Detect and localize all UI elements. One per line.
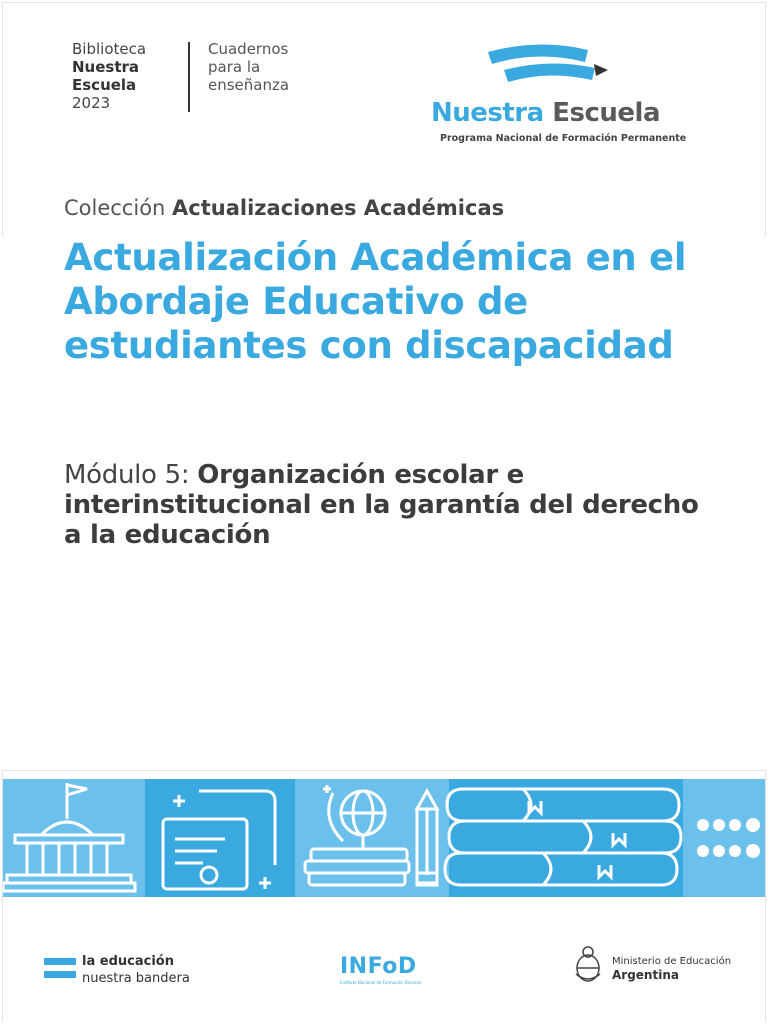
header-divider: [188, 42, 190, 112]
logo-part-1: Nuestra: [431, 98, 544, 128]
cuadernos-line-2: para la: [208, 58, 261, 76]
footer-left-line-2: nuestra bandera: [82, 971, 190, 986]
collection-line: [64, 196, 504, 220]
nuestra-label: Nuestra: [72, 58, 140, 76]
collection-prefix: Colección: [64, 196, 166, 220]
logo-subtitle: Programa Nacional de Formación Permanente: [440, 133, 687, 144]
argentina-seal-icon: [572, 944, 604, 984]
footer-ministry-line-2: Argentina: [612, 968, 679, 982]
flag-bars-icon: [44, 958, 76, 984]
year-label: 2023: [72, 94, 111, 112]
footer-left-line-1: la educación: [82, 954, 174, 969]
infod-subtitle: Instituto Nacional de Formación Docente: [340, 980, 422, 985]
collection-name: Actualizaciones Académicas: [172, 196, 505, 220]
cuadernos-line-1: Cuadernos: [208, 40, 289, 58]
biblioteca-label: Biblioteca: [72, 40, 147, 58]
footer-ministry-line-1: Ministerio de Educación: [612, 956, 732, 967]
illustration-band: [3, 779, 765, 897]
escuela-label: Escuela: [72, 76, 137, 94]
module-heading: [64, 460, 724, 550]
cuadernos-line-3: enseñanza: [208, 76, 290, 94]
module-prefix: Módulo 5:: [64, 460, 190, 490]
cuadernos-block: [208, 40, 289, 94]
document-title: Actualización Académica en el Abordaje Educativo de estudiantes con discapacidad: [64, 236, 687, 367]
module-name: Organización escolar e interinstitucional en la garantía del derecho a la educación: [64, 460, 699, 550]
biblioteca-block: [72, 40, 146, 112]
nuestra-escuela-logo-text: [431, 98, 660, 128]
infod-logo: INFoD: [340, 954, 417, 979]
logo-part-2: Escuela: [552, 98, 660, 128]
